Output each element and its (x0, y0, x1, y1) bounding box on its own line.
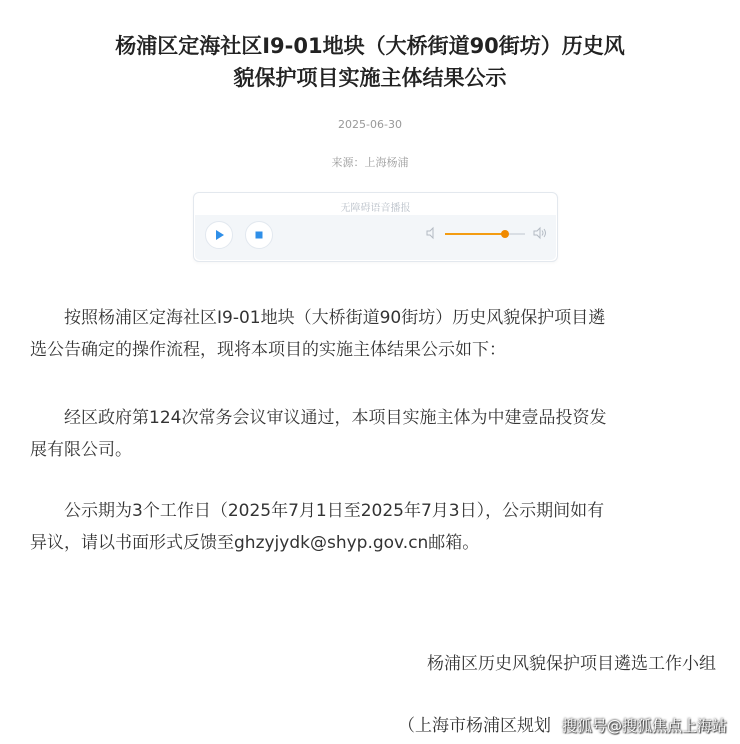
audio-controls (195, 215, 556, 260)
article-title (40, 30, 700, 94)
signature-unit: （上海市杨浦区规划 (398, 716, 551, 736)
article-title-line-2: 貌保护项目实施主体结果公示 (233, 66, 507, 90)
audio-player (193, 192, 558, 262)
stop-icon (252, 228, 266, 242)
volume-up-icon[interactable] (532, 226, 548, 240)
paragraph-2-line-1: 经区政府第124次常务会议审议通过，本项目实施主体为中建壹品投资发 (64, 408, 607, 428)
volume-down-icon[interactable] (425, 226, 439, 240)
paragraph-1 (30, 302, 720, 366)
article-title-line-1: 杨浦区定海社区I9-01地块（大桥街道90街坊）历史风 (115, 34, 625, 58)
watermark: 搜狐号@搜狐焦点上海站 (562, 717, 728, 735)
paragraph-3-line-2: 异议，请以书面形式反馈至ghzyjydk@shyp.gov.cn邮箱。 (30, 533, 480, 553)
volume-slider[interactable] (445, 233, 525, 235)
volume-handle[interactable] (501, 230, 509, 238)
signature-group: 杨浦区历史风貌保护项目遴选工作小组 (427, 654, 716, 674)
audio-player-label: 无障碍语音播报 (340, 203, 411, 214)
paragraph-2-line-2: 展有限公司。 (30, 440, 132, 460)
paragraph-3 (30, 495, 720, 559)
paragraph-2 (30, 402, 720, 466)
volume-fill (445, 233, 505, 235)
article-source: 来源：上海杨浦 (331, 156, 409, 169)
play-icon (212, 228, 226, 242)
publish-date: 2025-06-30 (338, 118, 402, 131)
paragraph-3-line-1: 公示期为3个工作日（2025年7月1日至2025年7月3日），公示期间如有 (64, 501, 605, 521)
stop-button[interactable] (245, 221, 273, 249)
play-button[interactable] (205, 221, 233, 249)
paragraph-1-line-1: 按照杨浦区定海社区I9-01地块（大桥街道90街坊）历史风貌保护项目遴 (64, 308, 606, 328)
paragraph-1-line-2: 选公告确定的操作流程，现将本项目的实施主体结果公示如下： (30, 340, 506, 360)
